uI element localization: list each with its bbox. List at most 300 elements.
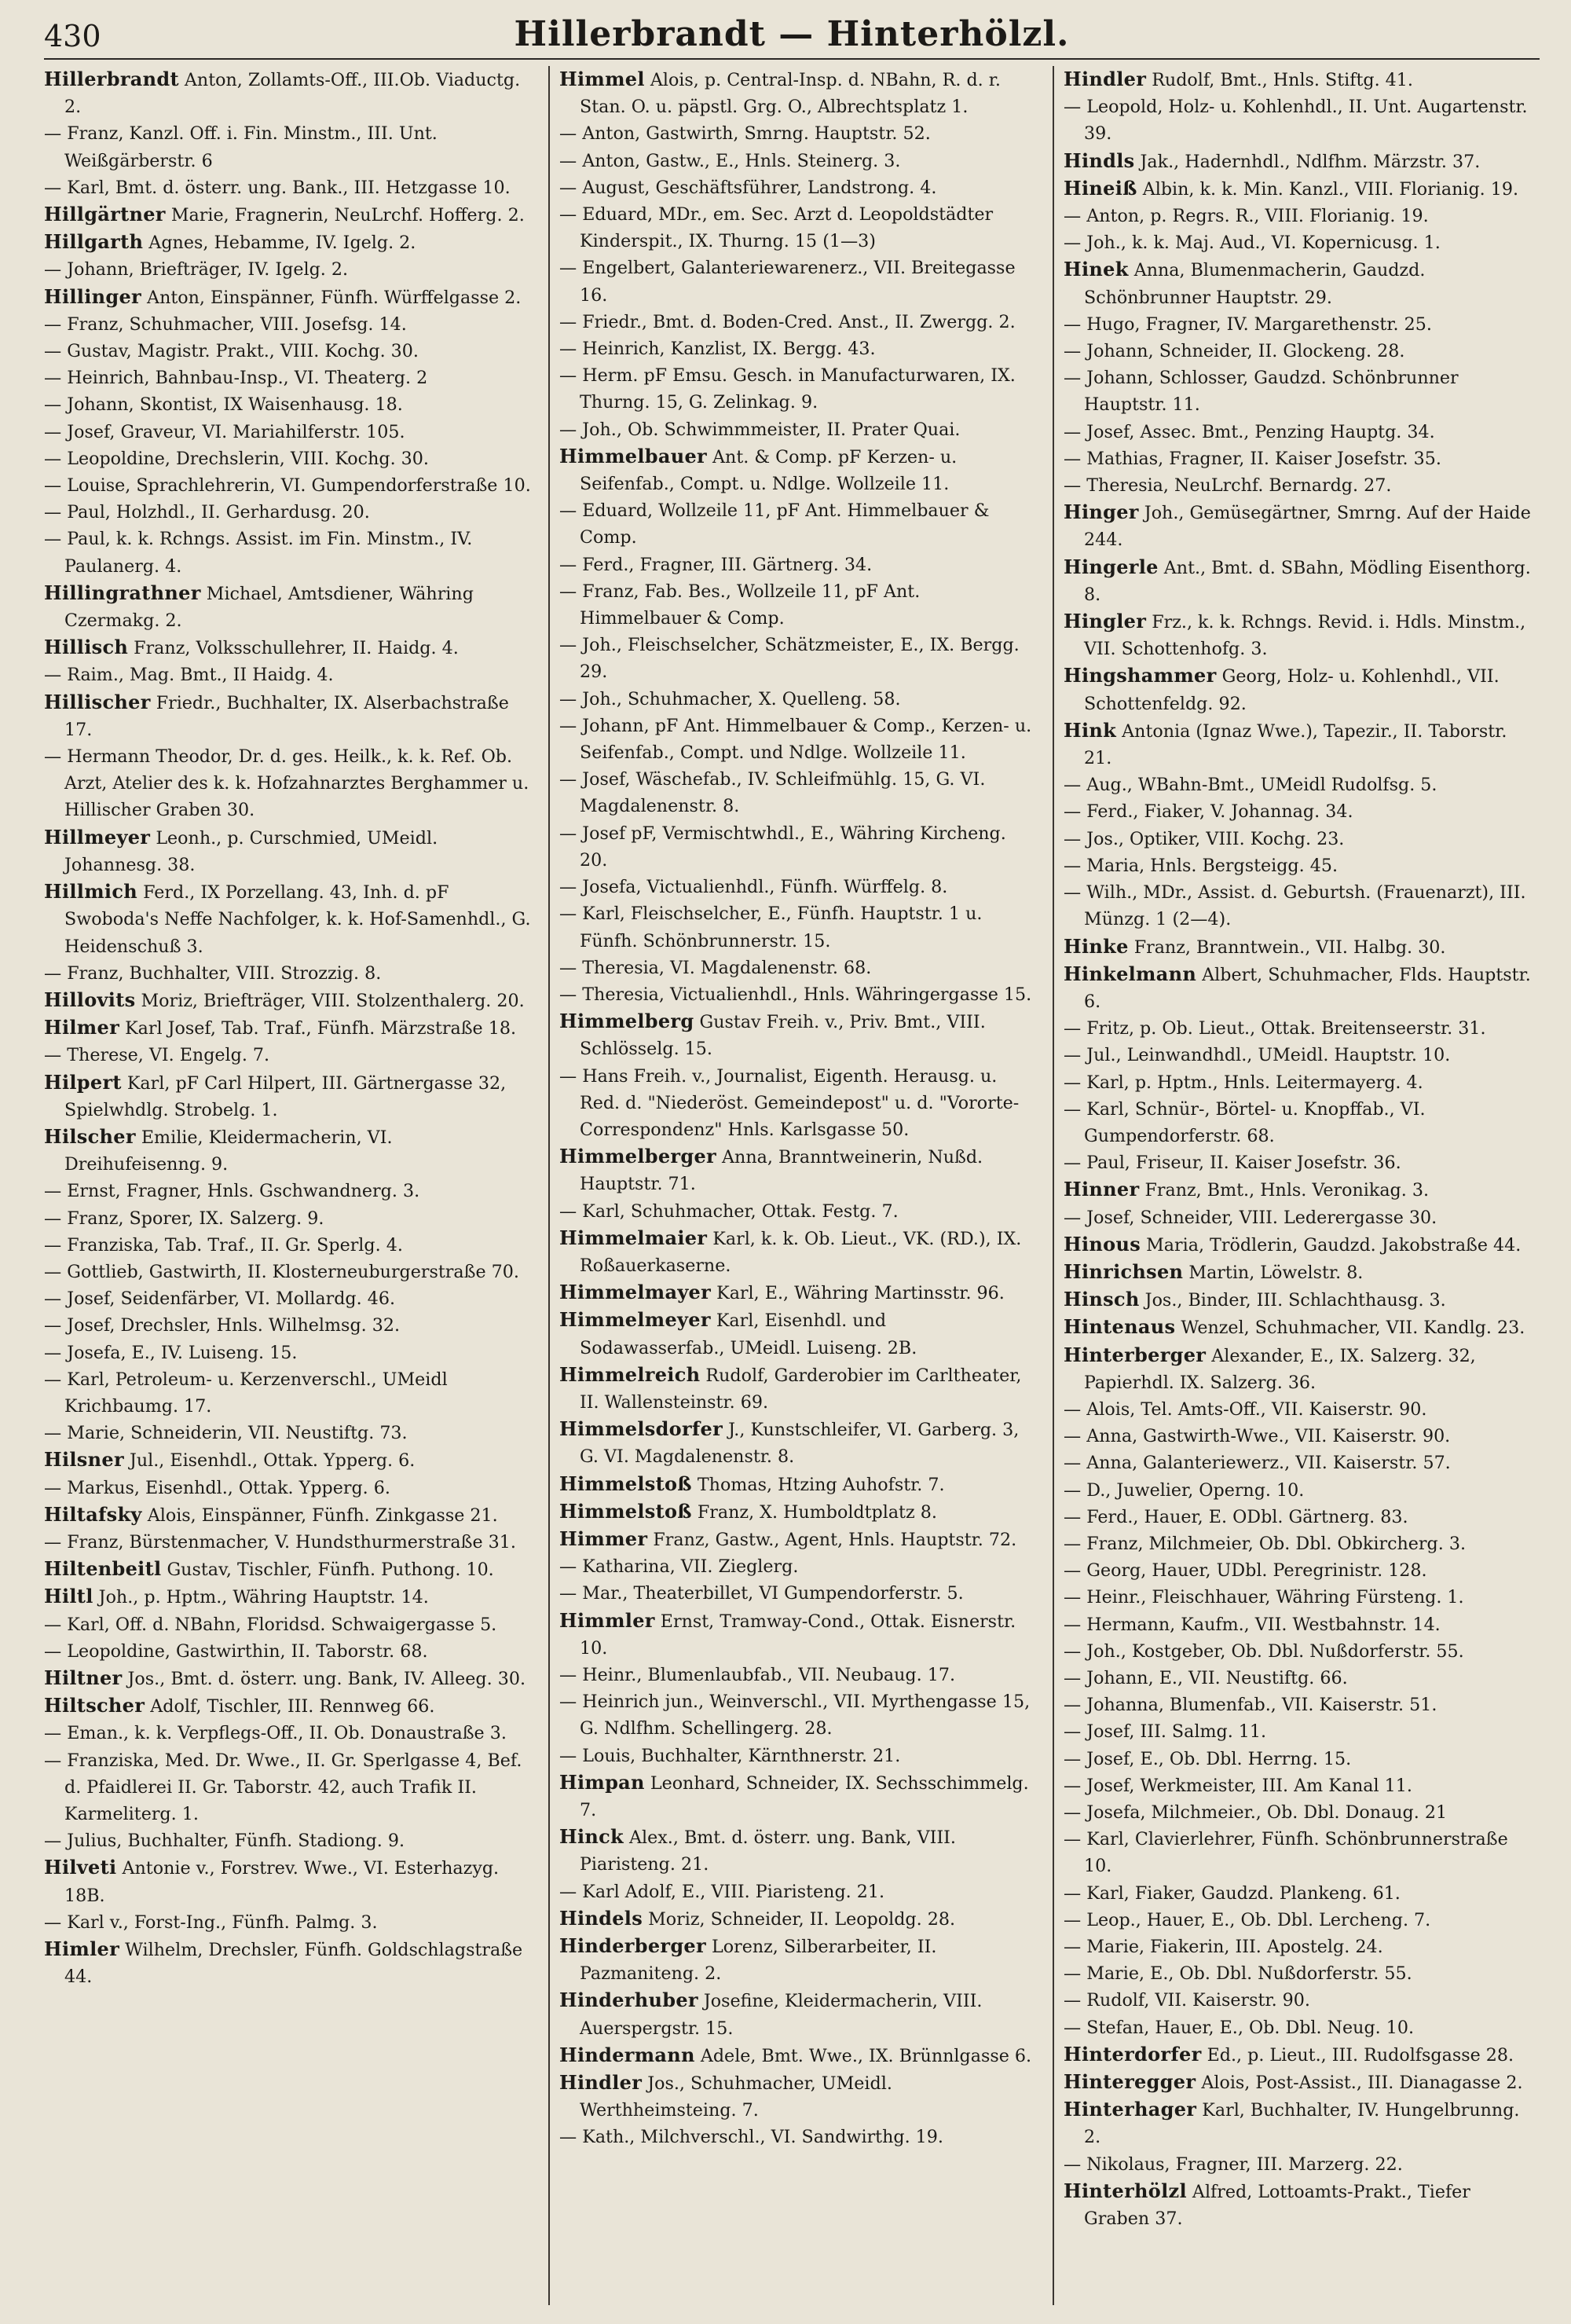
entry-surname: Hinterdorfer	[1064, 2042, 1202, 2066]
entry-surname: Hillmich	[44, 880, 138, 904]
entry-surname: Himmelberg	[559, 1010, 694, 1033]
entry-text: — Leopoldine, Drechslerin, VIII. Kochg. 30.	[44, 448, 429, 469]
directory-entry	[1064, 1149, 1540, 1176]
entry-surname: Himpan	[559, 1770, 645, 1794]
entry-text: — Theresia, NeuLrchf. Bernardg. 27.	[1064, 475, 1392, 497]
directory-entry	[1064, 1259, 1540, 1286]
entry-text: — Josef, Drechsler, Hnls. Wilhelmsg. 32.	[44, 1315, 401, 1336]
entry-text: Joh., Gemüsegärtner, Smrng. Auf der Haide 244.	[1084, 503, 1531, 551]
entry-text: — Franz, Schuhmacher, VIII. Josefsg. 14.	[44, 313, 407, 335]
directory-entry	[1064, 1015, 1540, 1042]
directory-entry	[1064, 2014, 1540, 2041]
entry-text: — Franz, Sporer, IX. Salzerg. 9.	[44, 1208, 324, 1229]
directory-entry	[44, 743, 531, 824]
entry-text: — Karl, Bmt. d. österr. ung. Bank., III. Hetzgasse 10.	[44, 177, 511, 198]
directory-entry	[559, 1225, 1035, 1279]
directory-entry	[44, 1340, 531, 1366]
entry-text: — Gottlieb, Gastwirth, II. Klosterneuburgerstraße 70.	[44, 1261, 519, 1282]
directory-entry	[44, 66, 531, 120]
directory-entry	[1064, 1665, 1540, 1692]
entry-text: — Therese, VI. Engelg. 7.	[44, 1045, 270, 1066]
directory-entry	[559, 1688, 1035, 1742]
entry-text: — Hugo, Fragner, IV. Margarethenstr. 25.	[1064, 313, 1432, 335]
directory-entry	[1064, 1880, 1540, 1907]
entry-text: Franz, Gastw., Agent, Hnls. Hauptstr. 72.	[647, 1529, 1017, 1550]
entry-text: — Josef, Assec. Bmt., Penzing Hauptg. 34.	[1064, 421, 1435, 442]
entry-text: — Mathias, Fragner, II. Kaiser Josefstr. 35.	[1064, 448, 1441, 469]
entry-text: — Karl, p. Hptm., Hnls. Leitermayerg. 4.	[1064, 1072, 1423, 1093]
directory-entry	[1064, 1042, 1540, 1069]
directory-entry	[1064, 1477, 1540, 1504]
directory-entry	[1064, 93, 1540, 147]
directory-entry	[1064, 1557, 1540, 1584]
entry-text: — Johann, pF Ant. Himmelbauer & Comp., Kerzen- u. Seifenfab., Compt. und Ndlge. Wollzeile 11.	[559, 715, 1032, 764]
directory-entry	[559, 1553, 1035, 1580]
entry-text: — Franz, Buchhalter, VIII. Strozzig. 8.	[44, 962, 382, 984]
directory-entry	[44, 1692, 531, 1720]
directory-column-1	[44, 66, 531, 2305]
entry-text: — Theresia, VI. Magdalenenstr. 68.	[559, 957, 872, 978]
entry-text: — Hermann Theodor, Dr. d. ges. Heilk., k. k. Ref. Ob. Arzt, Atelier des k. k. Hofzahnarztes Berghammer u. Hillischer Graben 30.	[44, 746, 529, 821]
directory-entry	[1064, 1530, 1540, 1557]
directory-entry	[559, 1279, 1035, 1307]
directory-entry	[1064, 1176, 1540, 1204]
entry-text: — Fritz, p. Ob. Lieut., Ottak. Breitenseerstr. 31.	[1064, 1018, 1486, 1039]
entry-text: Adele, Bmt. Wwe., IX. Brünnlgasse 6.	[694, 2045, 1032, 2066]
entry-text: — Jul., Leinwandhdl., UMeidl. Hauptstr. 10.	[1064, 1045, 1451, 1066]
entry-surname: Hinger	[1064, 500, 1139, 524]
directory-entry	[44, 201, 531, 229]
entry-text: — Josef, Graveur, VI. Mariahilferstr. 105.	[44, 421, 405, 442]
entry-text: Moriz, Schneider, II. Leopoldg. 28.	[643, 1908, 956, 1930]
entry-text: — Theresia, Victualienhdl., Hnls. Währingergasse 15.	[559, 984, 1032, 1005]
directory-entry	[1064, 1423, 1540, 1450]
entry-text: — Hans Freih. v., Journalist, Eigenth. Herausg. u. Red. d. "Niederöst. Gemeindepost" u. d. "Vororte-Correspondenz" Hnls. Karlsgasse 50.	[559, 1065, 1020, 1140]
directory-column-2	[548, 66, 1035, 2305]
directory-entry	[559, 686, 1035, 713]
directory-entry	[559, 201, 1035, 255]
entry-surname: Hilveti	[44, 1856, 117, 1879]
entry-text: Wilhelm, Drechsler, Fünfh. Goldschlagstraße 44.	[64, 1940, 523, 1988]
directory-entry	[44, 1259, 531, 1285]
entry-text: — Josef pF, Vermischtwhdl., E., Währing Kircheng. 20.	[559, 823, 1006, 871]
directory-entry	[559, 578, 1035, 632]
directory-entry	[1064, 2178, 1540, 2232]
directory-entry	[1064, 2151, 1540, 2178]
entry-text: Jos., Schuhmacher, UMeidl. Werthheimsteing. 7.	[580, 2073, 892, 2121]
directory-entry	[1064, 338, 1540, 365]
entry-text: — Josef, Werkmeister, III. Am Kanal 11.	[1064, 1775, 1412, 1796]
directory-entry	[44, 634, 531, 662]
directory-entry	[1064, 1934, 1540, 1960]
entry-surname: Himmel	[559, 68, 645, 90]
directory-entry	[1064, 826, 1540, 852]
entry-text: Rudolf, Bmt., Hnls. Stiftg. 41.	[1146, 70, 1413, 90]
entry-text: — Karl v., Forst-Ing., Fünfh. Palmg. 3.	[44, 1912, 378, 1933]
entry-text: Karl, k. k. Ob. Lieut., VK. (RD.), IX. Roßauerkaserne.	[580, 1228, 1022, 1276]
entry-text: Karl, E., Währing Martinsstr. 96.	[711, 1283, 1005, 1304]
directory-entry	[1064, 1450, 1540, 1476]
directory-entry	[1064, 1342, 1540, 1396]
entry-text: — D., Juwelier, Operng. 10.	[1064, 1479, 1305, 1501]
directory-entry	[559, 2069, 1035, 2124]
entry-surname: Hinteregger	[1064, 2070, 1196, 2094]
directory-entry	[44, 1042, 531, 1069]
entry-text: — Louis, Buchhalter, Kärnthnerstr. 21.	[559, 1745, 901, 1766]
directory-entry	[44, 1366, 531, 1420]
entry-text: Wenzel, Schuhmacher, VII. Kandlg. 23.	[1175, 1318, 1525, 1339]
entry-text: — Marie, Fiakerin, III. Apostelg. 24.	[1064, 1937, 1383, 1958]
entry-surname: Himmelmaier	[559, 1226, 708, 1249]
entry-text: — Joh., Schuhmacher, X. Quelleng. 58.	[559, 688, 901, 709]
entry-text: Jos., Bmt. d. österr. ung. Bank, IV. Alleeg. 30.	[122, 1668, 526, 1689]
directory-entry	[44, 1665, 531, 1692]
entry-text: — Friedr., Bmt. d. Boden-Cred. Anst., II. Zwergg. 2.	[559, 311, 1016, 332]
directory-entry	[559, 2042, 1035, 2069]
entry-surname: Hillingrathner	[44, 581, 201, 604]
directory-entry	[559, 766, 1035, 819]
entry-text: — Anton, p. Regrs. R., VIII. Florianig. 19.	[1064, 206, 1429, 227]
entry-surname: Hilpert	[44, 1070, 122, 1094]
directory-entry	[44, 662, 531, 688]
entry-surname: Hindler	[1064, 68, 1147, 90]
entry-surname: Hindls	[1064, 148, 1135, 172]
directory-entry	[44, 445, 531, 472]
directory-entry	[44, 120, 531, 174]
page-number: 430	[44, 19, 101, 53]
directory-entry	[559, 120, 1035, 147]
entry-surname: Hinderberger	[559, 1934, 706, 1958]
directory-entry	[559, 497, 1035, 551]
entry-text: — Josefa, Victualienhdl., Fünfh. Würffelg. 8.	[559, 877, 948, 898]
entry-text: — Rudolf, VII. Kaiserstr. 90.	[1064, 1990, 1310, 2011]
directory-entry	[44, 256, 531, 283]
entry-text: — Josef, Wäschefab., IV. Schleifmühlg. 15, G. VI. Magdalenenstr. 8.	[559, 769, 986, 817]
entry-text: — Johann, E., VII. Neustiftg. 66.	[1064, 1667, 1348, 1688]
entry-text: — Anton, Gastwirth, Smrng. Hauptstr. 52.	[559, 123, 931, 145]
entry-text: — Joh., k. k. Maj. Aud., VI. Kopernicusg. 1.	[1064, 233, 1441, 254]
directory-entry	[1064, 1907, 1540, 1934]
entry-text: — Maria, Hnls. Bergsteigg. 45.	[1064, 855, 1338, 876]
directory-entry	[559, 1063, 1035, 1144]
entry-text: — Leop., Hauer, E., Ob. Dbl. Lercheng. 7.	[1064, 1909, 1431, 1930]
directory-entry	[1064, 1826, 1540, 1879]
entry-text: Jul., Eisenhdl., Ottak. Ypperg. 6.	[123, 1450, 416, 1472]
entry-text: — Josef, III. Salmg. 11.	[1064, 1721, 1267, 1743]
entry-text: — Joh., Ob. Schwimmmeister, II. Prater Quai.	[559, 419, 961, 440]
entry-surname: Hineiß	[1064, 176, 1137, 200]
directory-entry	[1064, 229, 1540, 256]
entry-text: — Anton, Gastw., E., Hnls. Steinerg. 3.	[559, 150, 901, 171]
entry-text: — Eduard, Wollzeile 11, pF Ant. Himmelbauer & Comp.	[559, 500, 990, 548]
directory-entry	[44, 1178, 531, 1204]
entry-text: — Heinrich, Bahnbau-Insp., VI. Theaterg. 2	[44, 368, 428, 389]
directory-entry	[44, 1205, 531, 1232]
page-header	[44, 11, 1540, 60]
directory-entry	[1064, 2041, 1540, 2069]
entry-surname: Hindermann	[559, 2043, 695, 2066]
entry-surname: Himmelbauer	[559, 444, 707, 467]
entry-text: Ed., p. Lieut., III. Rudolfsgasse 28.	[1201, 2044, 1514, 2066]
directory-entry	[1064, 148, 1540, 175]
entry-text: Agnes, Hebamme, IV. Igelg. 2.	[143, 233, 416, 254]
entry-surname: Hilscher	[44, 1124, 136, 1148]
entry-text: Adolf, Tischler, III. Rennweg 66.	[145, 1696, 435, 1717]
entry-surname: Himmelsdorfer	[559, 1417, 723, 1441]
entry-text: — Franz, Kanzl. Off. i. Fin. Minstm., III. Unt. Weißgärberstr. 6	[44, 123, 438, 171]
entry-text: — Ferd., Fragner, III. Gärtnerg. 34.	[559, 554, 873, 575]
entry-text: — Heinrich jun., Weinverschl., VII. Myrthengasse 15, G. Ndlfhm. Schellingerg. 28.	[559, 1692, 1031, 1739]
directory-entry	[559, 1008, 1035, 1062]
directory-entry	[559, 1743, 1035, 1769]
directory-entry	[559, 1987, 1035, 2041]
directory-entry	[1064, 933, 1540, 961]
directory-entry	[1064, 1611, 1540, 1638]
directory-entry	[559, 66, 1035, 120]
directory-entry	[1064, 256, 1540, 310]
directory-entry	[559, 1526, 1035, 1553]
entry-surname: Hinsch	[1064, 1288, 1140, 1311]
entry-text: — Karl, Fleischselcher, E., Fünfh. Hauptstr. 1 u. Fünfh. Schönbrunnerstr. 15.	[559, 904, 983, 951]
directory-entry	[559, 1662, 1035, 1688]
entry-surname: Hinner	[1064, 1178, 1140, 1201]
entry-surname: Hindels	[559, 1906, 643, 1930]
directory-entry	[44, 1285, 531, 1312]
entry-text: Jak., Hadernhdl., Ndlfhm. Märzstr. 37.	[1134, 151, 1481, 172]
directory-entry	[44, 499, 531, 526]
directory-entry	[44, 229, 531, 256]
directory-entry	[1064, 419, 1540, 445]
entry-text: — Ferd., Fiaker, V. Johannag. 34.	[1064, 801, 1353, 823]
entry-surname: Hillischer	[44, 690, 151, 713]
entry-text: — Engelbert, Galanteriewarenerz., VII. Breitegasse 16.	[559, 258, 1016, 306]
entry-surname: Himmelmayer	[559, 1281, 712, 1304]
directory-entry	[44, 1446, 531, 1474]
directory-entry	[44, 1232, 531, 1259]
entry-surname: Himmler	[559, 1608, 655, 1632]
entry-text: — Josef, E., Ob. Dbl. Herrng. 15.	[1064, 1748, 1352, 1769]
entry-surname: Hinterhager	[1064, 2098, 1197, 2121]
entry-text: Ferd., IX Porzellang. 43, Inh. d. pF Swoboda's Neffe Nachfolger, k. k. Hof-Samenhdl., G. Heidenschuß 3.	[64, 882, 531, 957]
directory-entry	[559, 1580, 1035, 1607]
entry-text: Georg, Holz- u. Kohlenhdl., VII. Schottenfeldg. 92.	[1084, 666, 1500, 714]
directory-entry	[44, 1124, 531, 1178]
entry-surname: Hink	[1064, 718, 1117, 742]
entry-text: — Jos., Optiker, VIII. Kochg. 23.	[1064, 828, 1345, 849]
directory-entry	[44, 1312, 531, 1339]
entry-text: Ant., Bmt. d. SBahn, Mödling Eisenthorg. 8.	[1084, 557, 1531, 605]
entry-surname: Hiltafsky	[44, 1502, 142, 1526]
entry-text: — Karl, Fiaker, Gaudzd. Plankeng. 61.	[1064, 1882, 1401, 1904]
entry-text: Jos., Binder, III. Schlachthausg. 3.	[1139, 1290, 1446, 1311]
directory-entry	[559, 362, 1035, 416]
entry-text: — Paul, k. k. Rchngs. Assist. im Fin. Minstm., IV. Paulanerg. 4.	[44, 529, 473, 577]
entry-text: — Louise, Sprachlehrerin, VI. Gumpendorferstraße 10.	[44, 475, 531, 497]
entry-surname: Hindler	[559, 2071, 643, 2095]
directory-entry	[1064, 365, 1540, 418]
entry-text: — Karl, Petroleum- u. Kerzenverschl., UMeidl Krichbaumg. 17.	[44, 1369, 448, 1417]
entry-text: Thomas, Htzing Auhofstr. 7.	[691, 1474, 945, 1495]
directory-entry	[44, 1529, 531, 1556]
entry-text: — Eduard, MDr., em. Sec. Arzt d. Leopoldstädter Kinderspit., IX. Thurng. 15 (1—3)	[559, 204, 994, 252]
directory-entry	[559, 1879, 1035, 1905]
directory-entry	[44, 1501, 531, 1529]
entry-text: — Paul, Friseur, II. Kaiser Josefstr. 36.	[1064, 1153, 1401, 1174]
entry-text: Joh., p. Hptm., Währing Hauptstr. 14.	[93, 1587, 429, 1608]
entry-text: Alois, p. Central-Insp. d. NBahn, R. d. r. Stan. O. u. päpstl. Grg. O., Albrechtsplatz 1.	[580, 70, 1001, 118]
entry-surname: Hiltl	[44, 1585, 93, 1608]
entry-text: Friedr., Buchhalter, IX. Alserbachstraße 17.	[64, 692, 509, 740]
directory-entry	[559, 1307, 1035, 1361]
directory-entry	[44, 1827, 531, 1854]
directory-entry	[1064, 1718, 1540, 1745]
entry-surname: Hinrichsen	[1064, 1259, 1184, 1283]
entry-text: — Eman., k. k. Verpflegs-Off., II. Ob. Donaustraße 3.	[44, 1723, 507, 1744]
directory-entry	[559, 713, 1035, 766]
entry-surname: Himmelberger	[559, 1145, 716, 1168]
directory-columns	[44, 66, 1540, 2305]
directory-entry	[44, 1720, 531, 1747]
entry-surname: Hinderhuber	[559, 1989, 698, 2012]
directory-entry	[559, 1198, 1035, 1225]
entry-text: Franz, Volksschullehrer, II. Haidg. 4.	[128, 638, 459, 659]
directory-entry	[1064, 554, 1540, 608]
entry-text: — Raim., Mag. Bmt., II Haidg. 4.	[44, 665, 334, 686]
entry-text: Michael, Amtsdiener, Währing Czermakg. 2.	[64, 583, 474, 632]
entry-text: — Josefa, E., IV. Luiseng. 15.	[44, 1342, 298, 1363]
entry-text: — Ferd., Hauer, E. ODbl. Gärtnerg. 83.	[1064, 1506, 1408, 1527]
entry-text: — Alois, Tel. Amts-Off., VII. Kaiserstr. 90.	[1064, 1398, 1427, 1420]
entry-surname: Hillgarth	[44, 230, 144, 254]
directory-entry	[559, 1362, 1035, 1416]
entry-text: — Katharina, VII. Zieglerg.	[559, 1556, 799, 1578]
directory-entry	[1064, 203, 1540, 229]
directory-entry	[1064, 1069, 1540, 1096]
directory-entry	[1064, 175, 1540, 203]
directory-entry	[1064, 1286, 1540, 1314]
directory-entry	[559, 552, 1035, 578]
entry-text: — Franz, Fab. Bes., Wollzeile 11, pF Ant. Himmelbauer & Comp.	[559, 581, 921, 629]
entry-surname: Hinterberger	[1064, 1343, 1207, 1366]
directory-entry	[1064, 1987, 1540, 2014]
entry-text: Karl, pF Carl Hilpert, III. Gärtnergasse 32, Spielwhdlg. Strobelg. 1.	[64, 1072, 507, 1120]
entry-surname: Hillovits	[44, 988, 136, 1011]
directory-entry	[44, 1475, 531, 1501]
directory-entry	[44, 1854, 531, 1908]
entry-text: Anton, Einspänner, Fünfh. Würffelgasse 2.	[141, 287, 522, 308]
directory-entry	[44, 526, 531, 579]
entry-surname: Hiltenbeitl	[44, 1557, 162, 1581]
directory-entry	[44, 419, 531, 445]
entry-text: Rudolf, Garderobier im Carltheater, II. Wallensteinstr. 69.	[580, 1365, 1022, 1413]
entry-text: — Aug., WBahn-Bmt., UMeidl Rudolfsg. 5.	[1064, 775, 1437, 796]
entry-text: — Nikolaus, Fragner, III. Marzerg. 22.	[1064, 2154, 1403, 2175]
entry-text: Alfred, Lottoamts-Prakt., Tiefer Graben 37.	[1084, 2181, 1470, 2230]
entry-text: Ernst, Tramway-Cond., Ottak. Eisnerstr. 10.	[580, 1611, 1016, 1659]
entry-text: — Franz, Bürstenmacher, V. Hundsthurmerstraße 31.	[44, 1531, 516, 1552]
entry-text: — Johann, Schlosser, Gaudzd. Schönbrunner Hauptstr. 11.	[1064, 368, 1459, 416]
directory-entry	[559, 335, 1035, 362]
entry-surname: Hilsner	[44, 1448, 124, 1472]
directory-entry	[1064, 1314, 1540, 1341]
entry-surname: Hillmeyer	[44, 825, 151, 849]
entry-surname: Hillgärtner	[44, 203, 166, 226]
directory-entry	[1064, 662, 1540, 717]
directory-entry	[1064, 499, 1540, 553]
directory-entry	[1064, 608, 1540, 662]
entry-text: — Marie, E., Ob. Dbl. Nußdorferstr. 55.	[1064, 1963, 1412, 1985]
directory-entry	[44, 338, 531, 365]
directory-entry	[1064, 879, 1540, 933]
directory-entry	[44, 1014, 531, 1042]
directory-entry	[44, 878, 531, 960]
directory-entry	[44, 1747, 531, 1828]
entry-text: — Joh., Kostgeber, Ob. Dbl. Nußdorferstr. 55.	[1064, 1640, 1464, 1662]
directory-entry	[1064, 2096, 1540, 2150]
directory-entry	[44, 1909, 531, 1936]
entry-text: — Wilh., MDr., Assist. d. Geburtsh. (Frauenarzt), III. Münzg. 1 (2—4).	[1064, 882, 1526, 930]
entry-text: — Stefan, Hauer, E., Ob. Dbl. Neug. 10.	[1064, 2017, 1415, 2038]
entry-surname: Himmelreich	[559, 1362, 701, 1386]
directory-entry	[559, 955, 1035, 981]
directory-entry	[44, 1069, 531, 1124]
entry-surname: Hingler	[1064, 610, 1147, 633]
directory-entry	[559, 1905, 1035, 1933]
entry-text: — Johanna, Blumenfab., VII. Kaiserstr. 51.	[1064, 1695, 1437, 1716]
entry-text: — Anna, Gastwirth-Wwe., VII. Kaiserstr. 90.	[1064, 1426, 1451, 1447]
entry-text: — Joh., Fleischselcher, Schätzmeister, E., IX. Bergg. 29.	[559, 635, 1020, 683]
entry-text: Josefine, Kleidermacherin, VIII. Auerspergstr. 15.	[580, 1991, 983, 2039]
directory-entry	[559, 981, 1035, 1008]
directory-entry	[1064, 1746, 1540, 1772]
entry-surname: Hillinger	[44, 284, 141, 308]
entry-surname: Hiltner	[44, 1666, 123, 1689]
entry-surname: Hillerbrandt	[44, 68, 179, 90]
directory-entry	[1064, 852, 1540, 879]
directory-entry	[44, 689, 531, 743]
directory-entry	[559, 1933, 1035, 1987]
entry-text: Anna, Blumenmacherin, Gaudzd. Schönbrunner Hauptstr. 29.	[1084, 260, 1426, 308]
directory-entry	[44, 1556, 531, 1583]
directory-entry	[559, 1824, 1035, 1878]
directory-entry	[559, 632, 1035, 685]
entry-surname: Hiltscher	[44, 1694, 145, 1717]
entry-text: Franz, Bmt., Hnls. Veronikag. 3.	[1139, 1180, 1430, 1201]
entry-text: Marie, Fragnerin, NeuLrchf. Hofferg. 2.	[165, 205, 525, 226]
entry-surname: Hintenaus	[1064, 1315, 1176, 1339]
directory-entry	[1064, 1096, 1540, 1149]
entry-text: Albin, k. k. Min. Kanzl., VIII. Florianig. 19.	[1137, 178, 1519, 200]
entry-text: — Gustav, Magistr. Prakt., VIII. Kochg. 30.	[44, 341, 419, 362]
entry-surname: Hinkelmann	[1064, 962, 1197, 985]
entry-text: — Franz, Milchmeier, Ob. Dbl. Obkircherg. 3.	[1064, 1533, 1467, 1554]
entry-text: — Mar., Theaterbillet, VI Gumpendorferstr. 5.	[559, 1583, 964, 1604]
entry-text: — Johann, Skontist, IX Waisenhausg. 18.	[44, 394, 403, 416]
entry-text: Lorenz, Silberarbeiter, II. Pazmaniteng. 2.	[580, 1937, 937, 1985]
directory-entry	[44, 174, 531, 201]
entry-surname: Himler	[44, 1937, 120, 1961]
directory-entry	[1064, 1772, 1540, 1799]
entry-text: Alois, Post-Assist., III. Dianagasse 2.	[1196, 2073, 1523, 2094]
directory-entry	[1064, 1396, 1540, 1423]
directory-entry	[1064, 2069, 1540, 2096]
directory-entry	[44, 1611, 531, 1638]
entry-text: — Georg, Hauer, UDbl. Peregrinistr. 128.	[1064, 1560, 1427, 1582]
directory-entry	[559, 2124, 1035, 2150]
directory-entry	[559, 1416, 1035, 1470]
directory-entry	[1064, 311, 1540, 338]
entry-text: — Heinr., Blumenlaubfab., VII. Neubaug. 17.	[559, 1664, 956, 1685]
